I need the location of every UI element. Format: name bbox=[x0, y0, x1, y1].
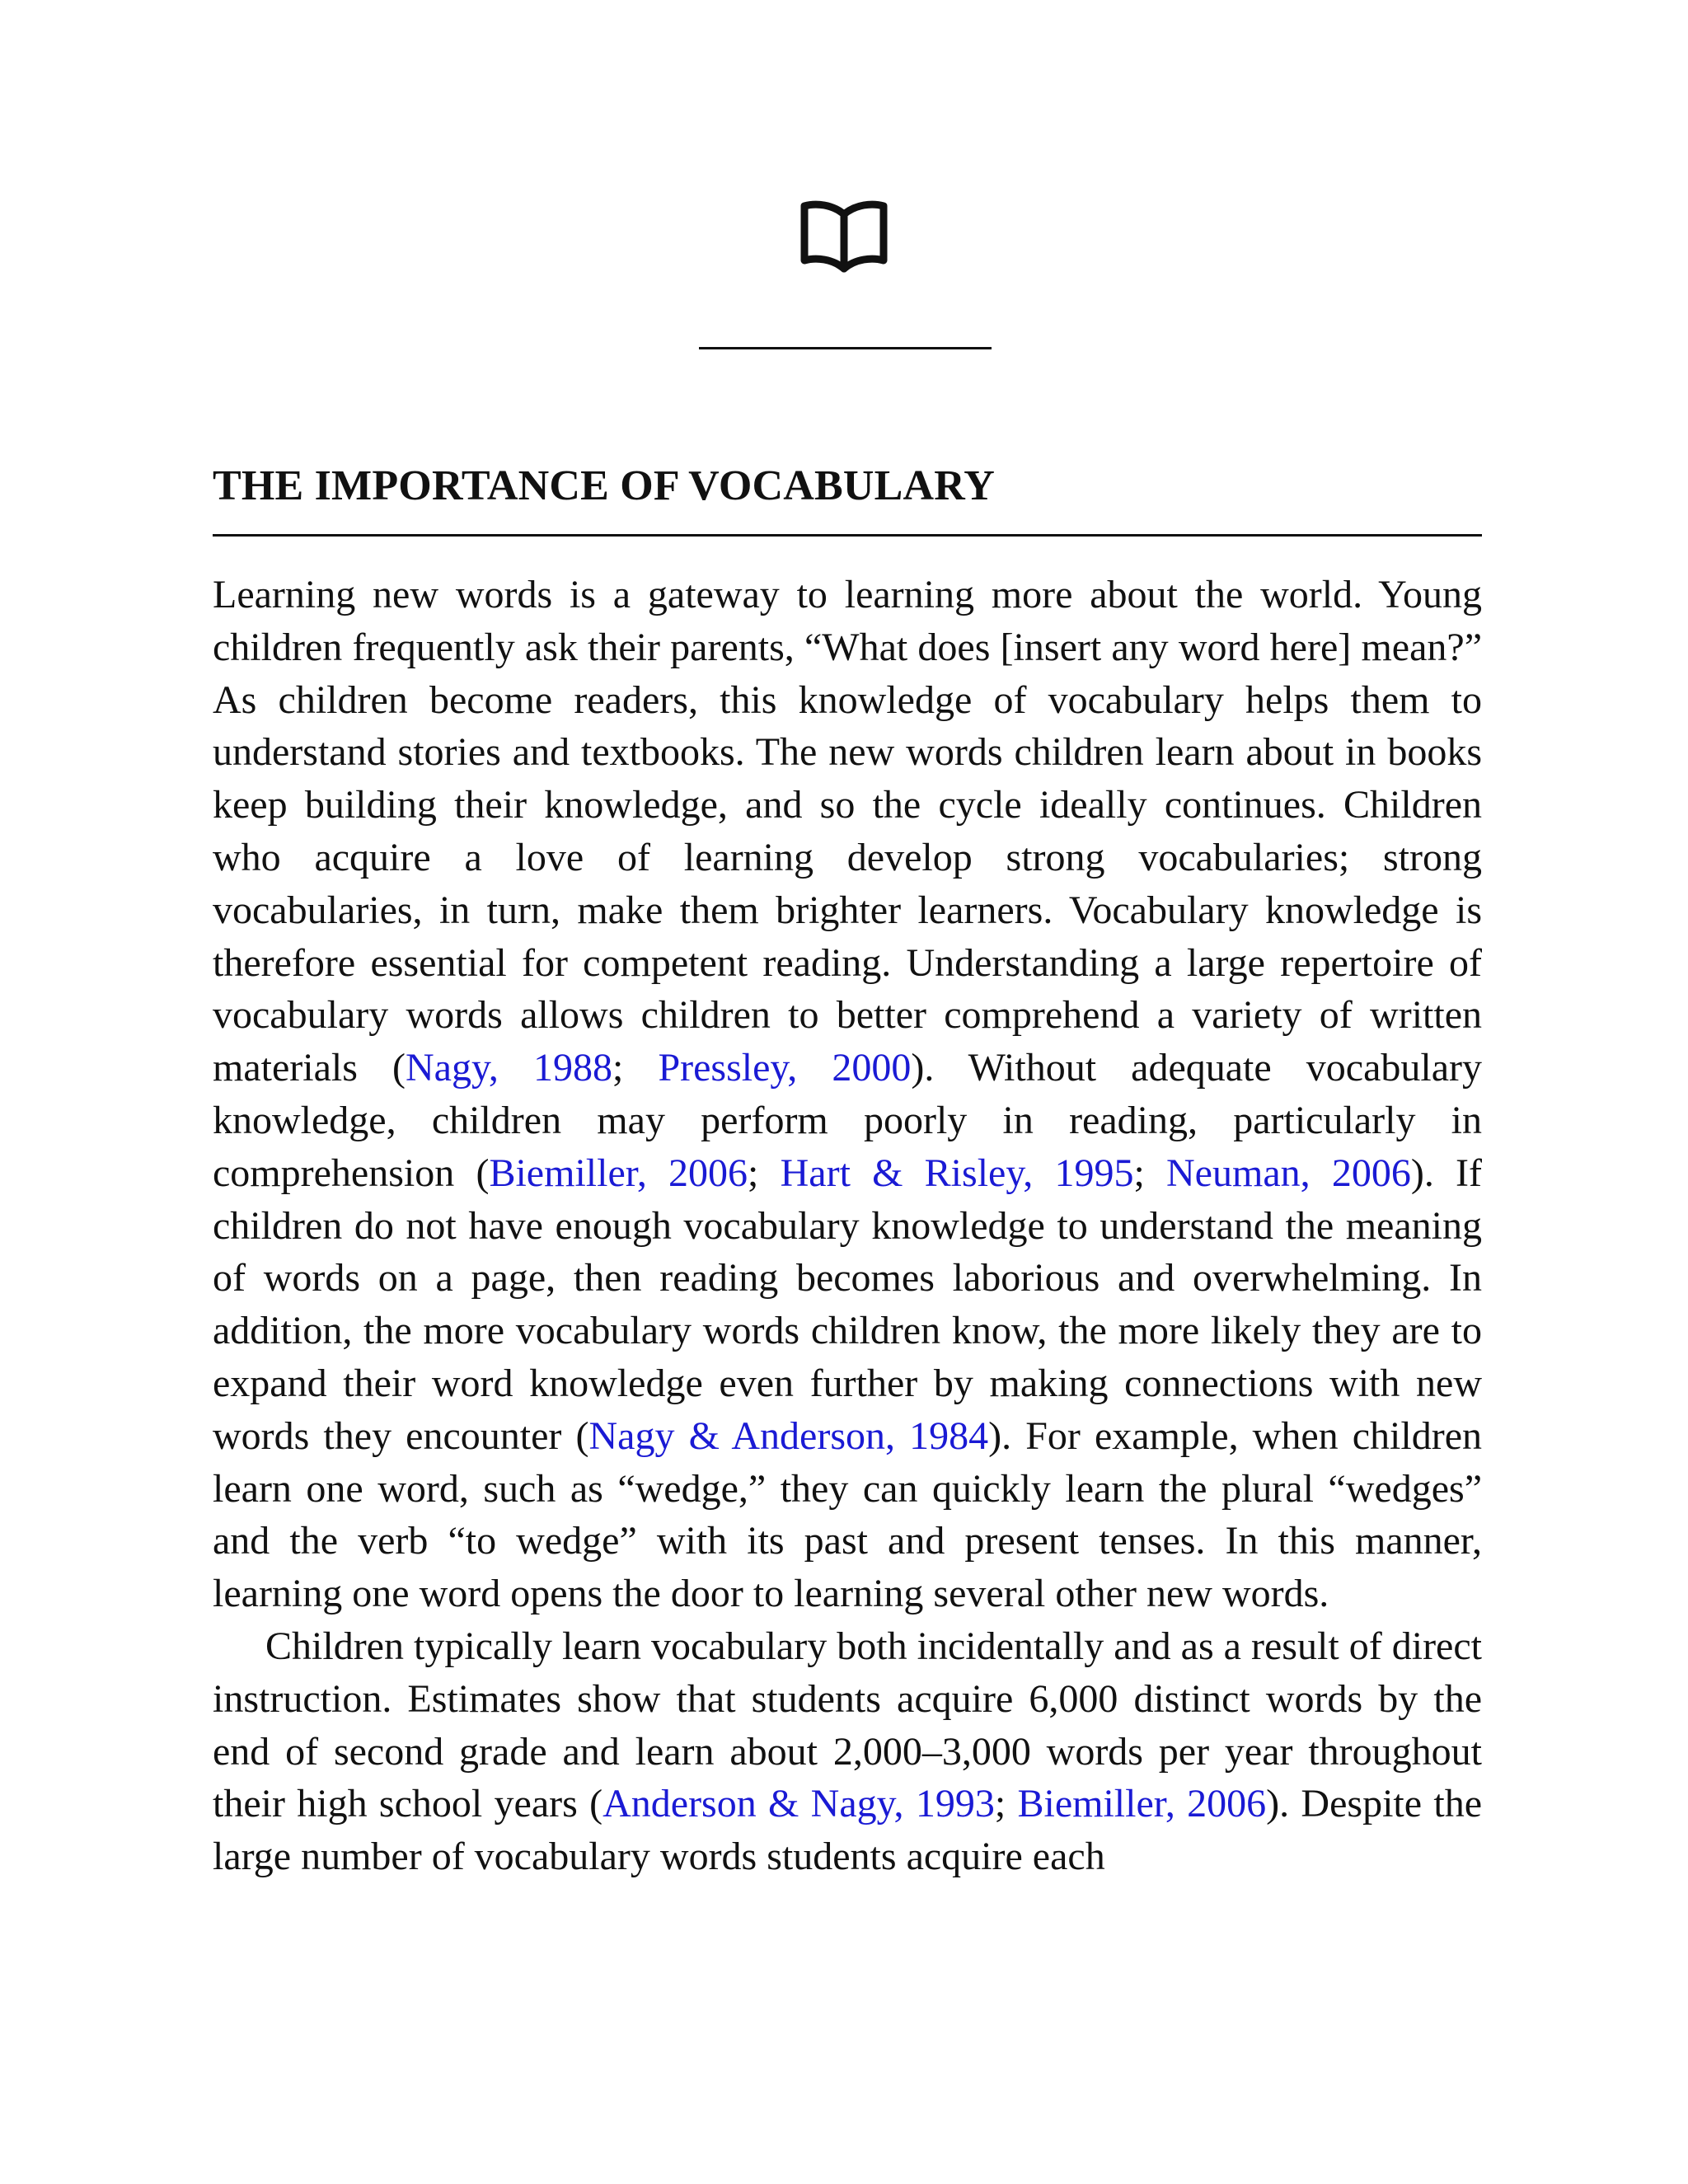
citation-link[interactable]: Biemiller, 2006 bbox=[489, 1151, 748, 1195]
citation-link[interactable]: Anderson & Nagy, 1993 bbox=[603, 1782, 995, 1826]
paragraph-1 bbox=[213, 569, 1482, 1620]
ornament-divider bbox=[699, 347, 992, 349]
citation-link[interactable]: Nagy, 1988 bbox=[406, 1046, 612, 1090]
title-underline bbox=[213, 534, 1482, 537]
text-run: ). Without adequate vocabulary knowledge, children may perform poorly in reading, particularly in comprehension ( bbox=[213, 1046, 1483, 1195]
paragraph-2 bbox=[213, 1620, 1482, 1883]
section-title: THE IMPORTANCE OF VOCABULARY bbox=[213, 462, 995, 509]
text-run: ). Despite the large number of vocabulary words students acquire each bbox=[213, 1782, 1482, 1879]
text-run: ). For example, when children learn one word, such as “wedge,” they can quickly learn the plural “wedges” and the verb “to wedge” with its past and present tenses. In this manner, learning one word opens the door to learning several other new words. bbox=[213, 1413, 1483, 1616]
text-run: ). If children do not have enough vocabulary knowledge to understand the meaning of words on a page, then reading becomes laborious and overwhelming. In addition, the more vocabulary words children know, the more likely they are to expand their word knowledge even further by making connections with new words they encounter ( bbox=[213, 1151, 1483, 1458]
text-run: ; bbox=[1133, 1151, 1167, 1195]
text-run: ; bbox=[612, 1046, 659, 1090]
text-run: Children typically learn vocabulary both incidentally and as a result of direct instruction. Estimates show that students acquire 6,000 distinct words by the end of second grade and learn about 2,000–3,000 words per year throughout their high school years ( bbox=[213, 1624, 1482, 1826]
citation-link[interactable]: Hart & Risley, 1995 bbox=[780, 1151, 1134, 1195]
text-run: Learning new words is a gateway to learning more about the world. Young children frequently ask their parents, “What does [insert any word here] mean?” As children become readers, this knowledge of vocabulary helps them to understand stories and textbooks. The new words children learn about in books keep building their knowledge, and so the cycle ideally continues. Children who acquire a love of learning develop strong vocabularies; strong vocabularies, in turn, make them brighter learners. Vocabulary knowledge is therefore essential for competent reading. Understanding a large repertoire of vocabulary words allows children to better comprehend a variety of written materials ( bbox=[213, 573, 1482, 1090]
text-run: ; bbox=[748, 1151, 781, 1195]
citation-link[interactable]: Pressley, 2000 bbox=[658, 1046, 912, 1090]
citation-link[interactable]: Biemiller, 2006 bbox=[1017, 1782, 1267, 1826]
open-book-icon bbox=[798, 198, 890, 274]
citation-link[interactable]: Nagy & Anderson, 1984 bbox=[588, 1413, 989, 1458]
text-run: ; bbox=[994, 1782, 1018, 1826]
citation-link[interactable]: Neuman, 2006 bbox=[1166, 1151, 1411, 1195]
body-text bbox=[213, 569, 1482, 1883]
